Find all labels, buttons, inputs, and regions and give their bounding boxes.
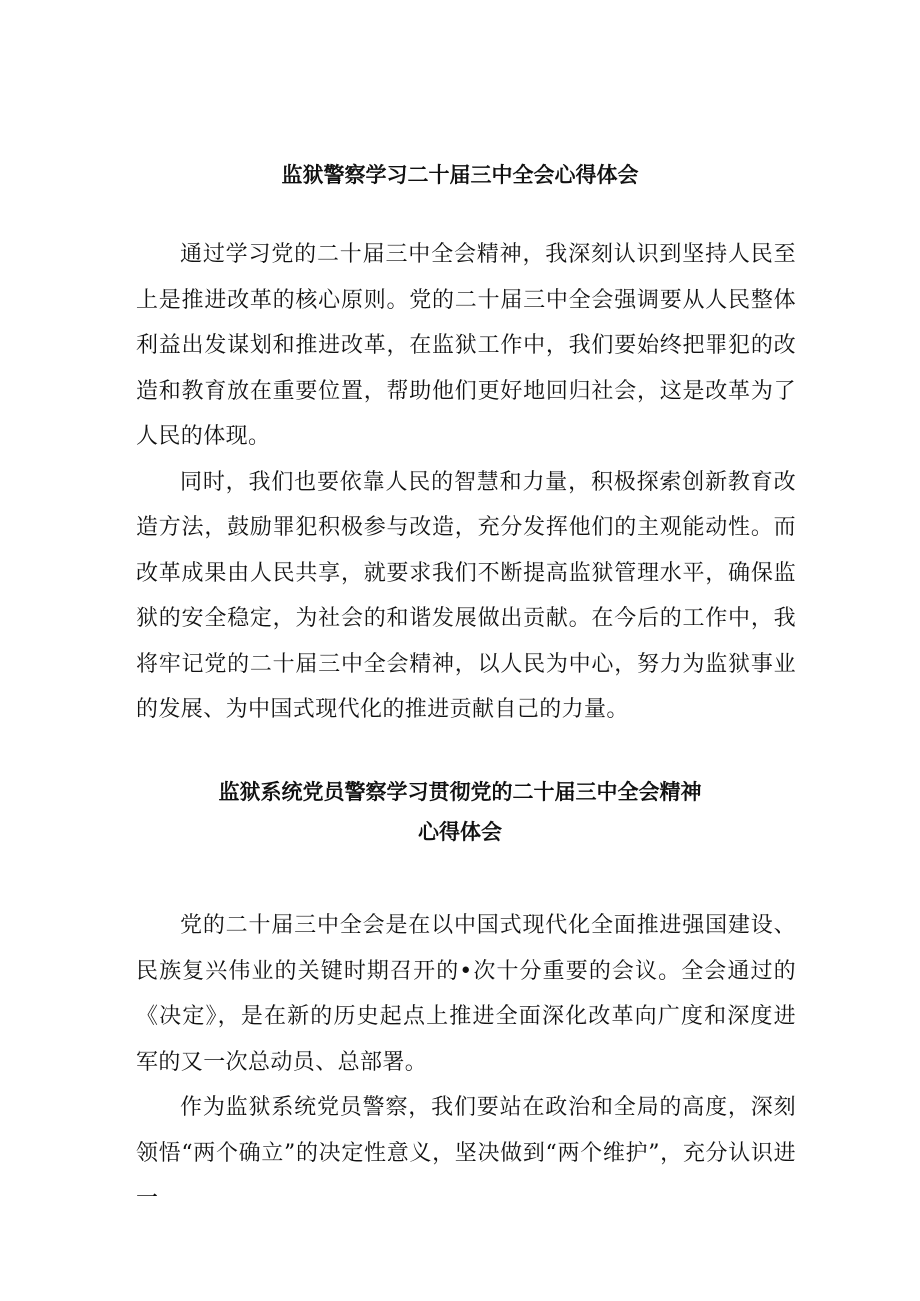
article-1-paragraph-2: 同时，我们也要依靠人民的智慧和力量，积极探索创新教育改造方法，鼓励罪犯积极参与改造，充分发挥他们的主观能动性。而改革成果由人民共享，就要求我们不断提高监狱管理水平，确保监狱的安全稳定，为社会的和谐发展做出贡献。在今后的工作中，我将牢记党的二十届三中全会精神，以人民为中心，努力为监狱事业的发展、为中国式现代化的推进贡献自己的力量。 [136, 469, 796, 722]
article-2-title [0, 772, 920, 852]
article-2-title-line-2: 心得体会 [418, 820, 502, 844]
article-2-paragraph-1: 党的二十届三中全会是在以中国式现代化全面推进强国建设、民族复兴伟业的关键时期召开的•次十分重要的会议。全会通过的《决定》，是在新的历史起点上推进全面深化改革向广度和深度进军的又一次总动员、总部署。 [136, 913, 796, 1075]
article-2-paragraph-2: 作为监狱系统党员警察，我们要站在政治和全局的高度，深刻领悟“两个确立”的决定性意义，坚决做到“两个维护”，充分认识进一 [136, 1095, 796, 1211]
article-2-title-line-1: 监狱系统党员警察学习贯彻党的二十届三中全会精神 [218, 780, 702, 804]
article-2-body [136, 903, 796, 1222]
article-1-title: 监狱警察学习二十届三中全会心得体会 [281, 163, 639, 187]
article-1-body [136, 232, 796, 733]
article-1-paragraph-1: 通过学习党的二十届三中全会精神，我深刻认识到坚持人民至上是推进改革的核心原则。党的二十届三中全会强调要从人民整体利益出发谋划和推进改革，在监狱工作中，我们要始终把罪犯的改造和教育放在重要位置，帮助他们更好地回归社会，这是改革为了人民的体现。 [136, 242, 796, 449]
